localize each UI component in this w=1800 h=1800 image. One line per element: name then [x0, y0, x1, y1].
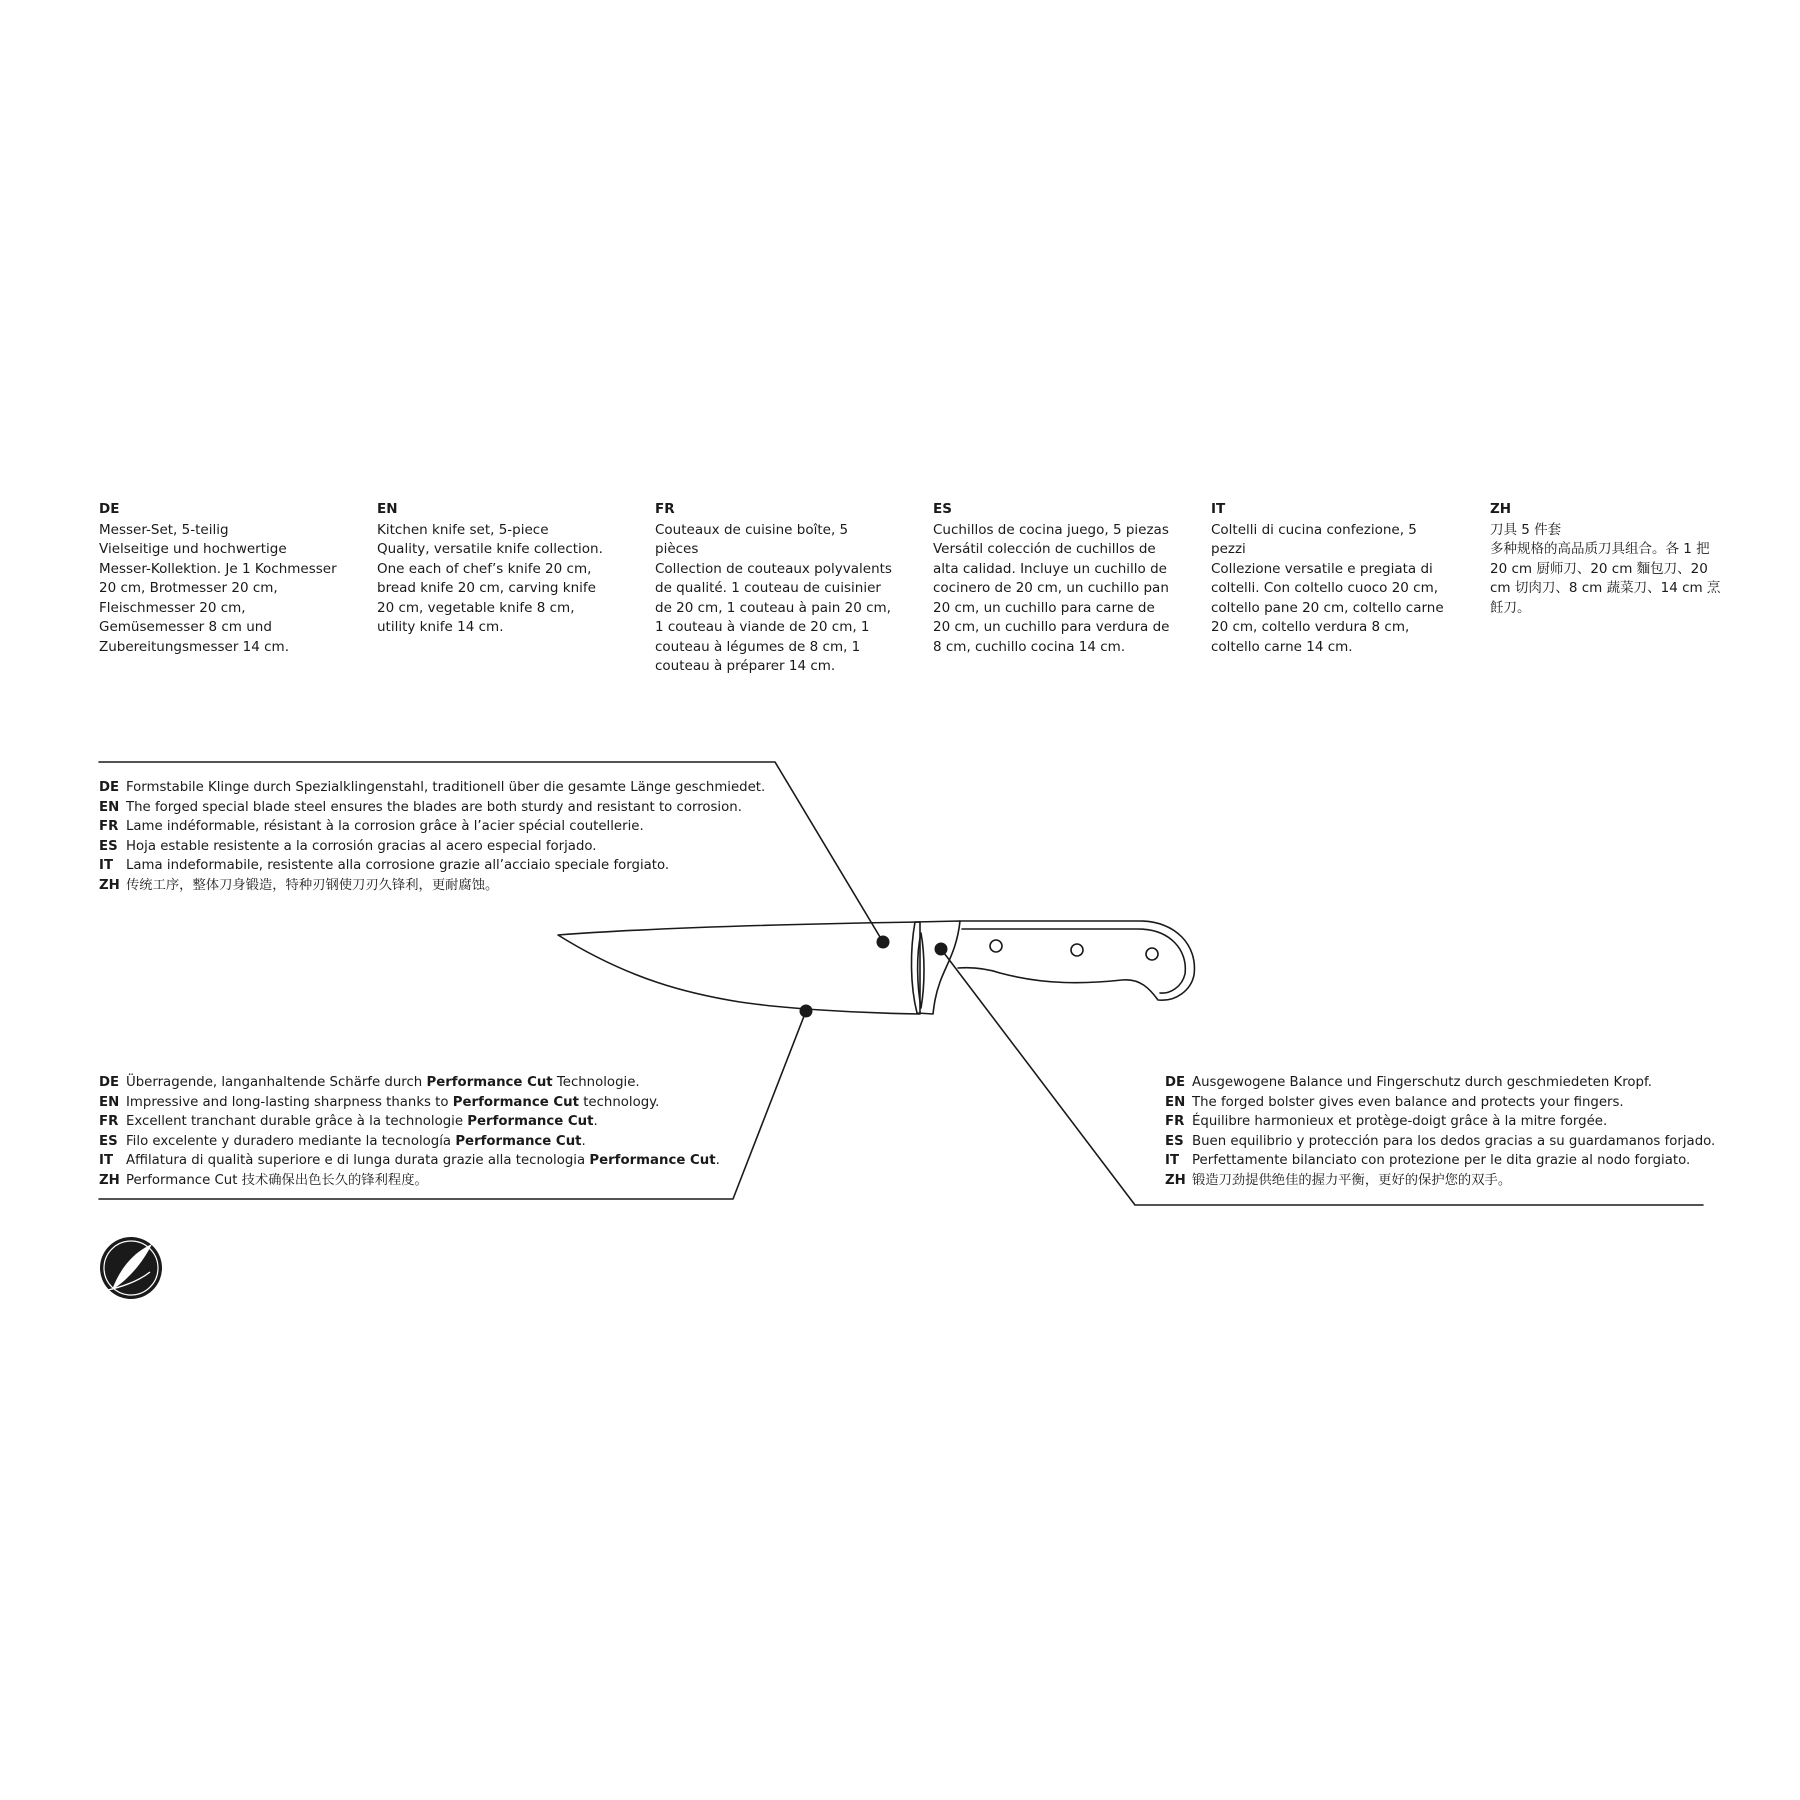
callout-text: Ausgewogene Balance und Fingerschutz durch geschmiedeten Kropf. [1192, 1075, 1652, 1090]
callout-row [99, 778, 765, 798]
callout-row [1165, 1151, 1715, 1171]
callout-row [99, 1112, 720, 1132]
bolster-ridge [918, 933, 924, 1008]
column-title: Messer-Set, 5-teilig [99, 521, 229, 538]
callout-text: Équilibre harmonieux et protège-doigt grâce à la mitre forgée. [1192, 1114, 1608, 1129]
callout-text: The forged bolster gives even balance and protects your fingers. [1192, 1094, 1624, 1110]
callout-row [99, 1151, 720, 1171]
lang-code: ES [99, 838, 118, 854]
rivet [1071, 944, 1083, 956]
callout-text: Formstabile Klinge durch Spezialklingenstahl, traditionell über die gesamte Länge geschmiedet. [126, 780, 766, 795]
callout-bolster [1165, 1073, 1715, 1190]
column-body: Collezione versatile e pregiata di coltelli. Con coltello cuoco 20 cm, coltello pane 20 cm, coltello carne 20 cm, coltello verdura 8 cm, coltello carne 14 cm. [1211, 560, 1444, 655]
callout-bold: Performance Cut [452, 1094, 579, 1110]
rivet [1146, 948, 1158, 960]
callout-text: Affilatura di qualità superiore e di lunga durata grazie alla tecnologia [126, 1153, 590, 1168]
callout-text: . [593, 1114, 598, 1129]
callout-row [99, 1093, 720, 1113]
lang-code: EN [99, 1094, 120, 1110]
callout-text: Hoja estable resistente a la corrosión gracias al acero especial forjado. [126, 838, 597, 854]
callout-bold: Performance Cut [589, 1153, 716, 1168]
callout-row [1165, 1073, 1715, 1093]
column-title: Kitchen knife set, 5-piece [377, 521, 549, 538]
callout-row [99, 798, 765, 818]
callout-text: The forged special blade steel ensures the blades are both sturdy and resistant to corrosion. [126, 799, 742, 815]
callout-text: Excellent tranchant durable grâce à la technologie [126, 1114, 468, 1129]
column-title: Cuchillos de cocina juego, 5 piezas [933, 521, 1169, 538]
callout-row [1165, 1112, 1715, 1132]
lang-code: DE [1165, 1075, 1186, 1090]
column-code: EN [377, 501, 398, 517]
column-title: Couteaux de cuisine boîte, 5 pièces [655, 521, 849, 557]
callout-text: . [581, 1133, 586, 1149]
column-body: Quality, versatile knife collection. One each of chef’s knife 20 cm, bread knife 20 cm, carving knife 20 cm, vegetable knife 8 cm, utility knife 14 cm. [377, 541, 603, 635]
column-code: ZH [1490, 501, 1512, 517]
anchor-dot-bolster [935, 943, 948, 956]
callout-text: . [715, 1153, 720, 1168]
anchor-dot-blade [877, 936, 890, 949]
lang-code: FR [1165, 1114, 1185, 1129]
lang-code: IT [99, 858, 114, 873]
callout-row [99, 856, 765, 876]
lang-code: DE [99, 780, 120, 795]
callout-text: Perfettamente bilanciato con protezione per le dita grazie al nodo forgiato. [1192, 1153, 1691, 1168]
callout-row [99, 1132, 720, 1152]
column-title: 刀具 5 件套 [1490, 521, 1562, 538]
knife-bolster [911, 921, 960, 1014]
callout-text: Überragende, langanhaltende Schärfe durch [126, 1075, 427, 1090]
column-body: Vielseitige und hochwertige Messer-Kollektion. Je 1 Kochmesser 20 cm, Brotmesser 20 cm, Fleischmesser 20 cm, Gemüsemesser 8 cm und Zubereitungsmesser 14 cm. [99, 541, 337, 655]
column-body: 多种规格的高品质刀具组合。各 1 把 20 cm 厨师刀、20 cm 麵包刀、20 cm 切肉刀、8 cm 蔬菜刀、14 cm 烹飪刀。 [1490, 541, 1721, 616]
lang-code: ZH [1165, 1172, 1186, 1188]
callout-text: Lama indeformabile, resistente alla corrosione grazie all’acciaio speciale forgiato. [126, 858, 670, 873]
lang-code: ES [99, 1133, 118, 1149]
callout-text: Technologie. [552, 1075, 640, 1090]
callout-bold: Performance Cut [455, 1133, 582, 1149]
lang-code: ES [1165, 1133, 1184, 1149]
lang-code: ZH [99, 1172, 120, 1188]
callout-bold: Performance Cut [426, 1075, 553, 1090]
callout-row [1165, 1093, 1715, 1113]
callout-text: 传统工序，整体刀身锻造，特种刃钢使刀刃久锋利，更耐腐蚀。 [126, 877, 499, 893]
lang-code: EN [99, 799, 120, 815]
callout-text: Performance Cut 技术确保出色长久的锋利程度。 [126, 1172, 428, 1188]
column-code: DE [99, 501, 120, 517]
lang-code: IT [99, 1153, 114, 1168]
lang-code: FR [99, 819, 119, 834]
callout-row [1165, 1171, 1715, 1191]
callout-text: Buen equilibrio y protección para los dedos gracias a su guardamanos forjado. [1192, 1133, 1716, 1149]
callout-row [99, 837, 765, 857]
lang-code: FR [99, 1114, 119, 1129]
column-code: IT [1211, 501, 1226, 517]
lang-code: ZH [99, 877, 120, 893]
callout-text: Impressive and long-lasting sharpness thanks to [126, 1094, 453, 1110]
callout-row [99, 1171, 720, 1191]
column-code: ES [933, 501, 952, 517]
blade-logo-icon [100, 1237, 162, 1299]
callout-text: technology. [578, 1094, 660, 1110]
callout-text: Filo excelente y duradero mediante la tecnología [126, 1133, 456, 1149]
knife-blade [558, 922, 920, 1014]
callout-row [99, 817, 765, 837]
callout-edge [99, 1073, 720, 1190]
callout-blade [99, 778, 765, 895]
column-title: Coltelli di cucina confezione, 5 pezzi [1211, 521, 1417, 557]
callout-row [99, 876, 765, 896]
callout-text: Lame indéformable, résistant à la corrosion grâce à l’acier spécial coutellerie. [126, 819, 644, 834]
anchor-dot-edge [800, 1005, 813, 1018]
callout-row [99, 1073, 720, 1093]
column-body: Collection de couteaux polyvalents de qualité. 1 couteau de cuisinier de 20 cm, 1 couteau à pain 20 cm, 1 couteau à viande de 20 cm, 1 couteau à légumes de 8 cm, 1 couteau à préparer 14 cm. [655, 560, 892, 674]
callout-row [1165, 1132, 1715, 1152]
column-code: FR [655, 501, 675, 517]
callout-bold: Performance Cut [467, 1114, 594, 1129]
column-body: Versátil colección de cuchillos de alta calidad. Incluye un cuchillo de cocinero de 20 cm, un cuchillo pan 20 cm, un cuchillo para carne de 20 cm, un cuchillo para verdura de 8 cm, cuchillo cocina 14 cm. [933, 541, 1170, 655]
lang-code: IT [1165, 1153, 1180, 1168]
callout-text: 锻造刀劲提供绝佳的握力平衡，更好的保护您的双手。 [1192, 1172, 1512, 1188]
lang-code: DE [99, 1075, 120, 1090]
lang-code: EN [1165, 1094, 1186, 1110]
rivet [990, 940, 1002, 952]
